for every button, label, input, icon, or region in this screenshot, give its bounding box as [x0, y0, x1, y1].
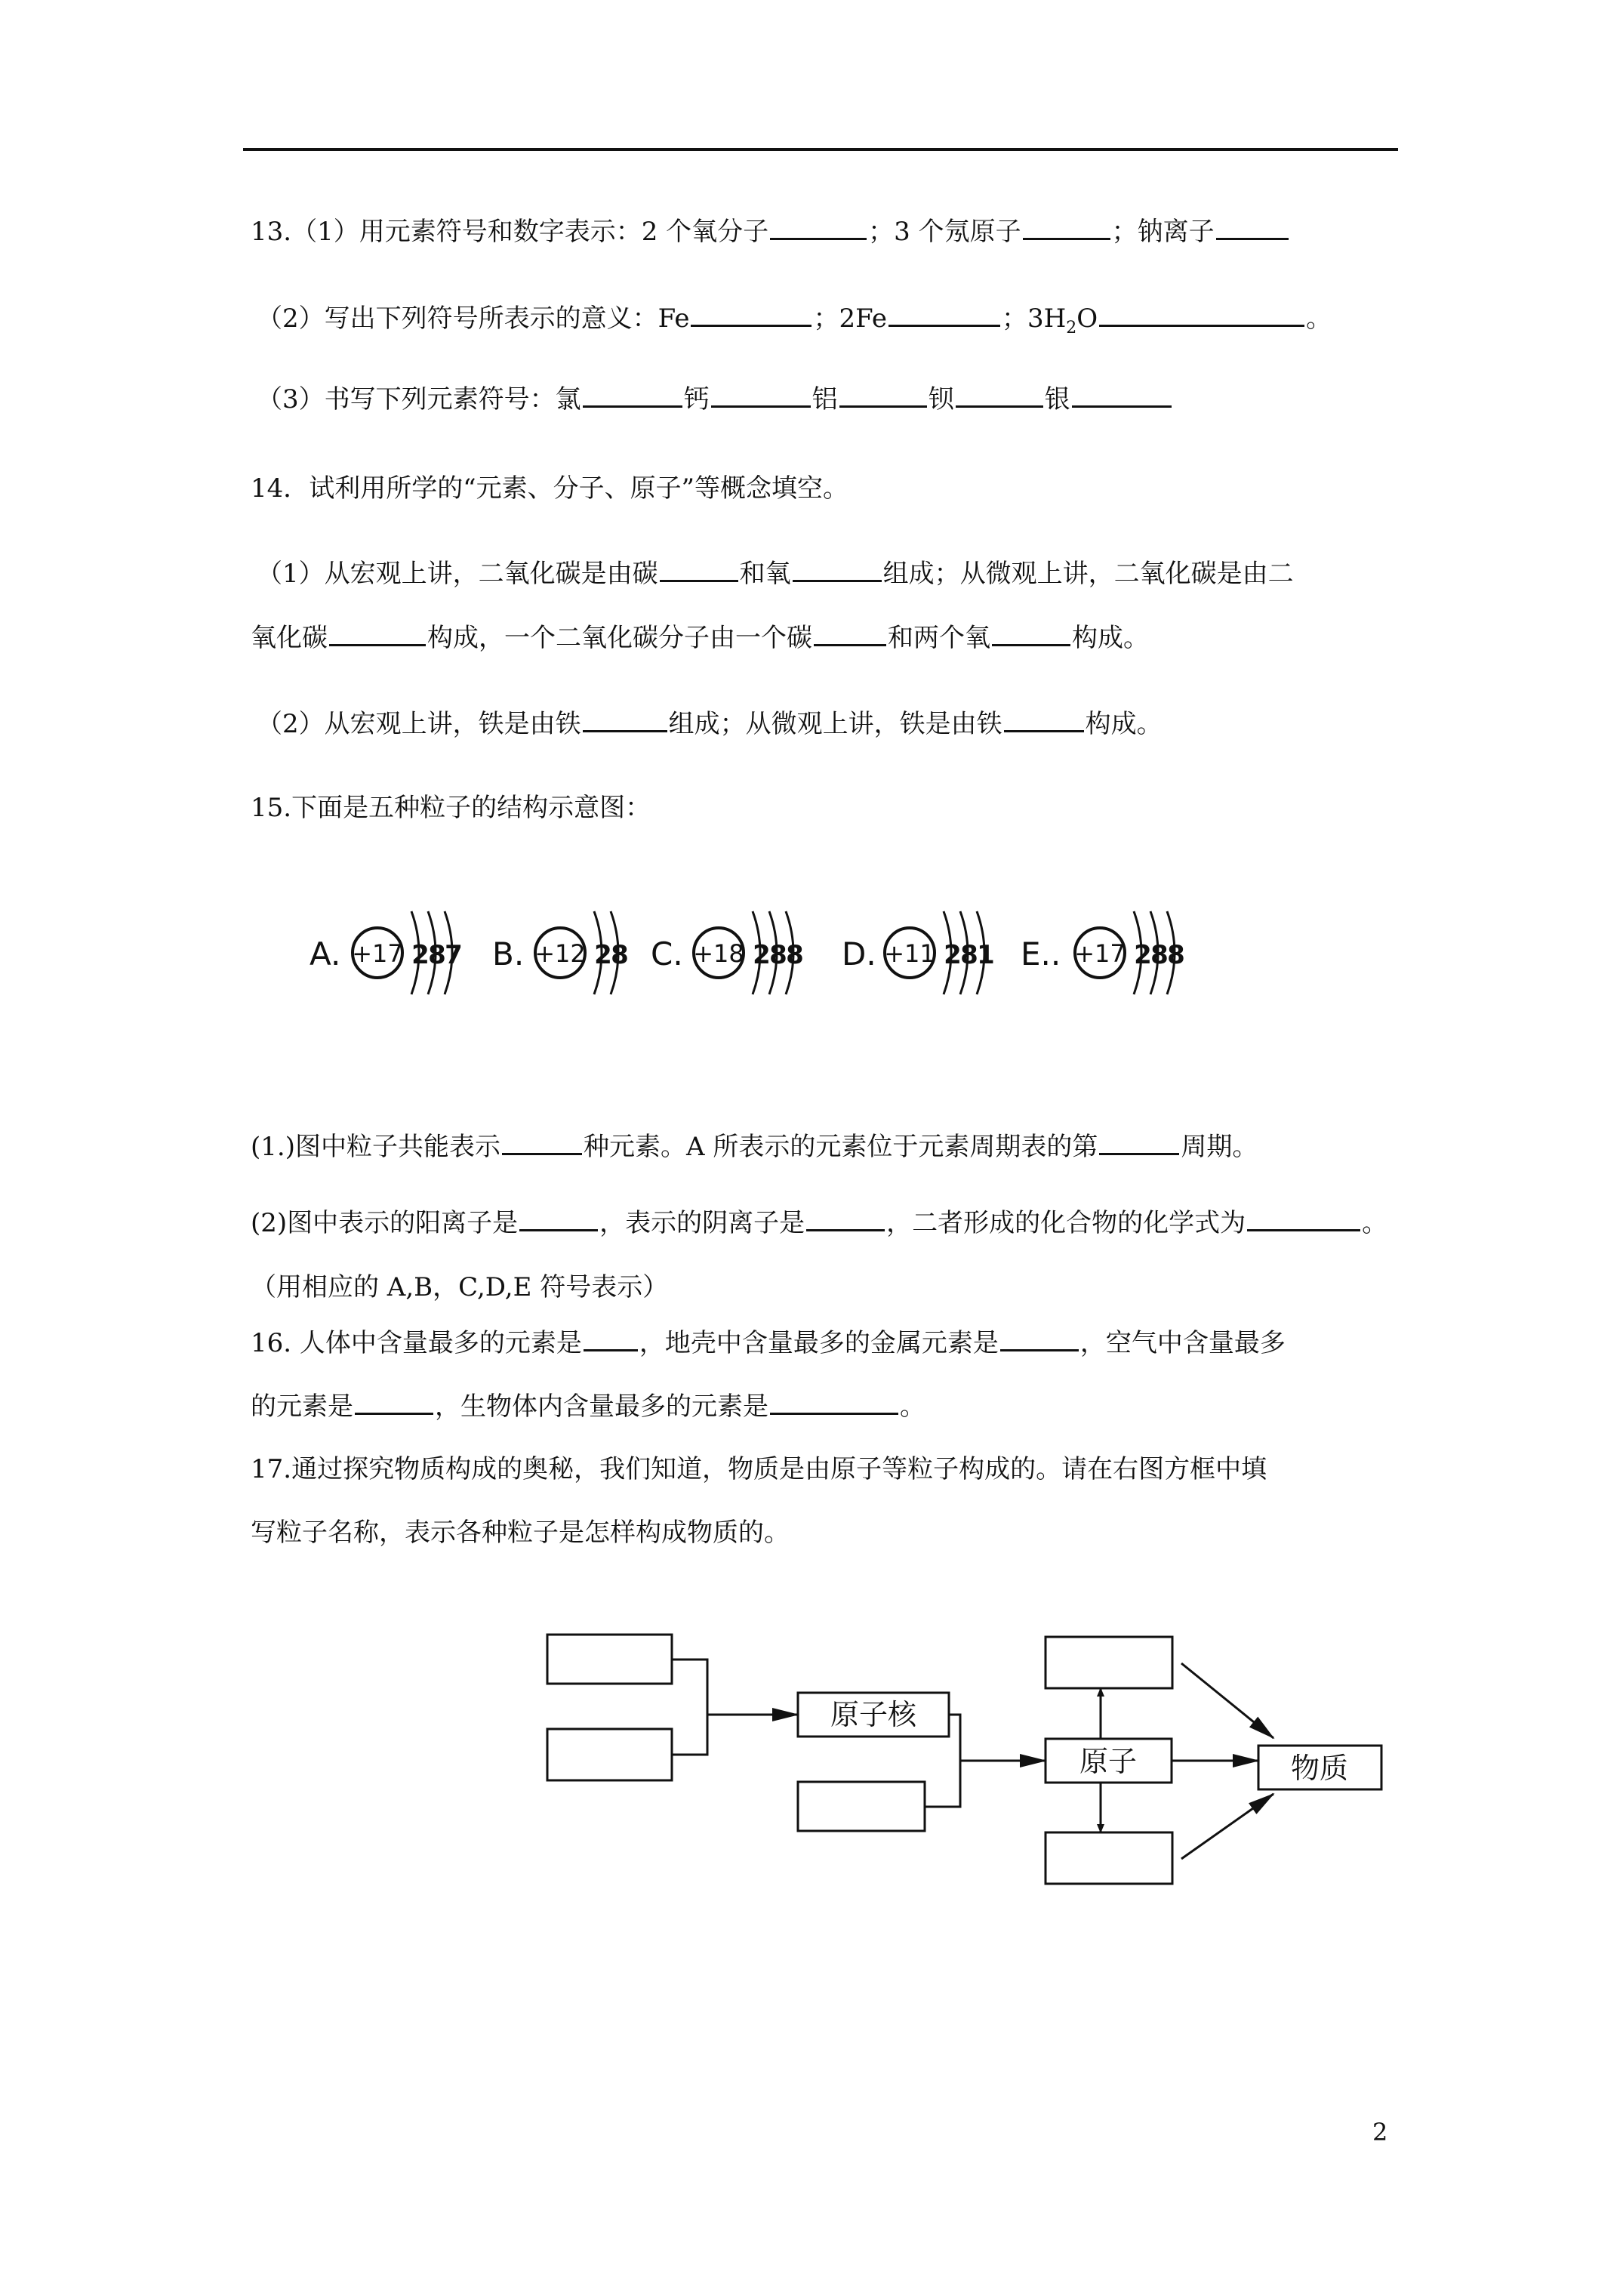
shell-electron-count: 8 — [769, 940, 787, 970]
particle-label: B. — [492, 935, 525, 972]
empty-box-nucleus-part-1[interactable] — [547, 1635, 672, 1684]
shell-electron-count: 2 — [594, 940, 612, 970]
particle-label: C. — [651, 935, 683, 972]
q16-line1: 16. 人体中含量最多的元素是 ，地壳中含量最多的金属元素是 ，空气中含量最多 — [251, 1328, 1286, 1358]
nucleus-charge: +11 — [884, 939, 935, 968]
label-matter: 物质 — [1290, 1752, 1349, 1785]
q15-line2: (2)图中表示的阳离子是 ，表示的阴离子是 ，二者形成的化合物的化学式为 。 — [251, 1208, 1388, 1238]
label-atom: 原子 — [1079, 1745, 1138, 1778]
shell-electron-count: 1 — [977, 940, 995, 970]
nucleus-charge: +17 — [352, 939, 403, 968]
shell-electron-count: 8 — [960, 940, 978, 970]
q16-line2: 的元素是 ，生物体内含量最多的元素是 。 — [251, 1391, 925, 1422]
nucleus-charge: +12 — [534, 939, 586, 968]
q15-note: （用相应的 A,B，C,D,E 符号表示） — [251, 1272, 669, 1302]
shell-electron-count: 8 — [428, 940, 446, 970]
q14-line2: 氧化碳 构成，一个二氧化碳分子由一个碳 和两个氧 构成。 — [251, 623, 1149, 653]
q14-line3: （2）从宏观上讲，铁是由铁 组成；从微观上讲，铁是由铁 构成。 — [257, 709, 1163, 739]
empty-box-bottom[interactable] — [1046, 1832, 1172, 1884]
particle-label: E.. — [1021, 935, 1061, 972]
empty-box-top[interactable] — [1046, 1637, 1172, 1688]
shell-electron-count: 2 — [944, 940, 962, 970]
q13-p1-text: 13.（1）用元素符号和数字表示：2 个氧分子 — [251, 217, 769, 247]
shell-electron-count: 2 — [411, 940, 430, 970]
q17-line1: 17.通过探究物质构成的奥秘，我们知道，物质是由原子等粒子构成的。请在右图方框中填 — [251, 1454, 1267, 1484]
shell-electron-count: 8 — [1150, 940, 1169, 970]
empty-box-atom-part[interactable] — [798, 1782, 925, 1831]
page-number: 2 — [1372, 2118, 1388, 2147]
nucleus-charge: +18 — [693, 939, 744, 968]
label-nucleus: 原子核 — [830, 1698, 917, 1731]
shell-electron-count: 2 — [1134, 940, 1152, 970]
nucleus-charge: +17 — [1074, 939, 1126, 968]
q14-title: 14．试利用所学的“元素、分子、原子”等概念填空。 — [251, 473, 849, 504]
q15-title: 15.下面是五种粒子的结构示意图： — [251, 793, 651, 823]
q13-line3: （3）书写下列元素符号：氯 钙 铝 钡 银 — [257, 383, 1173, 416]
shell-electron-count: 2 — [753, 940, 771, 970]
shell-electron-count: 8 — [1167, 940, 1185, 970]
particle-label: A. — [310, 935, 341, 972]
q13-line1: 13.（1）用元素符号和数字表示：2 个氧分子 ；3 个氖原子 ；钠离子 — [251, 215, 1290, 248]
q15-line1: (1.)图中粒子共能表示 种元素。A 所表示的元素位于元素周期表的第 周期。 — [251, 1132, 1258, 1162]
shell-electron-count: 7 — [445, 940, 463, 970]
empty-box-nucleus-part-2[interactable] — [547, 1729, 672, 1780]
shell-electron-count: 8 — [611, 940, 629, 970]
q14-line1: （1）从宏观上讲，二氧化碳是由碳 和氧 组成；从微观上讲，二氧化碳是由二 — [257, 559, 1294, 589]
q17-line2: 写粒子名称，表示各种粒子是怎样构成物质的。 — [251, 1518, 790, 1548]
shell-electron-count: 8 — [786, 940, 804, 970]
q13-line2: （2）写出下列符号所表示的意义：Fe ；2Fe ；$3H_2O$ 。 — [257, 304, 1332, 337]
particle-label: D. — [842, 935, 876, 972]
